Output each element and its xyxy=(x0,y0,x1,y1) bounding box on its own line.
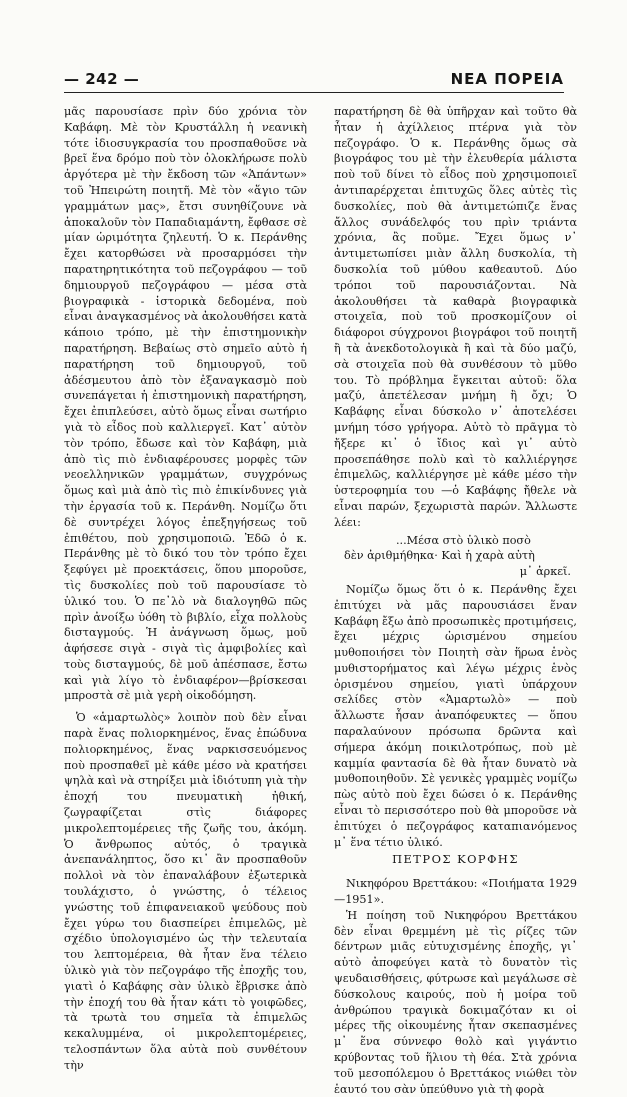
paragraph: παρατήρηση δὲ θὰ ὑπῆρχαν καὶ τοῦτο θὰ ἦταν ἡ ἀχίλλειος πτέρνα γιὰ τὸν πεζογράφο. Ὁ κ. Περάνθης ὅμως σὰ βιογράφος του μὲ τὴν ἐλευθερία μάλιστα ποὺ τοῦ δίνει τὸ εἶδος ποὺ χρησιμοποιεῖ ἀντιπαρέρχεται ἐπιτυχῶς ὅλες αὐτὲς τὶς δυσκολίες, ποὺ θὰ ἀντιμετώπιζε ἕνας ἄλλος συνάδελφός του πρὶν τριάντα χρόνια, ἂς ποῦμε. Ἔχει ὅμως ν᾽ ἀντιμετωπίσει μιὰν ἄλλη δυσκολία, τὴ δυσκολία τοῦ μύθου καθεαυτοῦ. Δύο τρόποι τοῦ παρουσιάζονται. Νὰ ἀκολουθήσει τὰ καθαρὰ βιογραφικὰ στοιχεῖα, ποὺ τοῦ προσκομίζουν οἱ διάφοροι σύγχρονοι βιογράφοι τοῦ ποιητῆ ἢ τὰ ἀνεκδοτολογικὰ ἢ καὶ τὰ δύο μαζύ, σὰ στοιχεῖα ποὺ θὰ συνθέσουν τὸ μῦθο του. Τὸ πρόβλημα ἔγκειται αὐτοῦ: ὅλα μαζύ, ἀπετέλεσαν μνήμη ἢ ὄχι; Ὁ Καβάφης εἶναι δύσκολο ν᾽ ἀποτελέσει μνήμη τόσο γρήγορα. Αὐτὸ τὸ πρᾶγμα τὸ ἤξερε κι᾽ ὁ ἴδιος καὶ γι᾽ αὐτὸ προσεπάθησε πολὺ καὶ τὸ καλλιέργησε ἐπιμελῶς, καλλιέργησε μὲ κάθε μέσο τὴν ὑστεροφημία του —ὁ Καβάφης ἤθελε νὰ εἶναι παρών, ξεχωριστὰ παρών. Ἄλλωστε λέει: xyxy=(334,105,577,529)
paragraph: μᾶς παρουσίασε πρὶν δύο χρόνια τὸν Καβάφη. Μὲ τὸν Κρυστάλλη ἡ νεανικὴ τότε ἰδιοσυγκρασία του προσπαθοῦσε νὰ βρεῖ ἕνα δρόμο ποὺ τὸν ὁλοκλήρωσε πολὺ ἀργότερα μὲ τὴν ἔκδοση τῶν «Ἁπάντων» τοῦ Ἠπειρώτη ποιητῆ. Μὲ τὸν «ἅγιο τῶν γραμμάτων μας», ἔτσι συνηθίζουνε νὰ ἀποκαλοῦν τὸν Παπαδιαμάντη, ἔφθασε σὲ μίαν ὡριμότητα ζηλευτή. Ὁ κ. Περάνθης ἔχει κατορθώσει νὰ προσαρμόσει τὴν παρατηρητικότητα τοῦ πεζογράφου — τοῦ δημιουργοῦ πεζογράφου — μέσα στὰ βιογραφικὰ - ἱστορικὰ δεδομένα, ποὺ εἶναι ἀναγκασμένος νὰ ἀκολουθήσει κατὰ κάποιο τρόπο, μὲ τὴν ἐπιστημονικὴν παρατήρηση. Βεβαίως στὸ σημεῖο αὐτὸ ἡ παρατήρηση τοῦ δημιουργοῦ, τοῦ ἀδέσμευτου ἀπὸ τὸν ἐξαναγκασμὸ ποὺ συνεπάγεται ἡ ἐπιστημονικὴ παρατήρηση, ἔχει ἐπιπλεύσει, αὐτὸ ὅμως εἶναι σωτήριο γιὰ τὸ εἶδος ποὺ καλλιεργεῖ. Κατ᾽ αὐτὸν τὸν τρόπο, ἔδωσε καὶ τὸν Καβάφη, μιὰ ἀπὸ τὶς πιὸ ἐνδιαφέρουσες μορφὲς τῶν νεοελληνικῶν γραμμάτων, συγχρόνως ὅμως καὶ μιὰ ἀπὸ τὶς πιὸ ἐπικίνδυνες γιὰ τὴν ἐργασία τοῦ κ. Περάνθη. Νομίζω ὅτι δὲ συντρέχει λόγος ἐπεξηγήσεως τοῦ ἐπιθέτου, ποὺ χρησιμοποιῶ. Ἐδῶ ὁ κ. Περάνθης μὲ τὸ δικό του τὸν τρόπο ἔχει ξεφύγει μὲ προεκτάσεις, ὅπου μποροῦσε, τὶς δυσκολίες ποὺ τοῦ παρουσίασε τὸ ὑλικό του. Ὁ πε᾽λὸ νὰ διαλογηθῶ πῶς πρὶν ἀνοίξω ὑόθη τὸ βιβλίο, εἶχα πολλοὺς δισταγμούς. Ἡ ἀνάγνωση ὅμως, μοῦ ἀφήσεσε σιγὰ - σιγὰ τὶς ἀμφιβολίες καὶ τοὺς δισταγμούς, δὲ μοῦ ἀπέσπασε, ἔστω καὶ γιὰ λίγο τὸ ἐνδιαφέρον—βρίσκεσαι μπροστὰ σὲ μιὰ γερὴ οἰκοδόμηση. xyxy=(64,105,307,703)
verse-line: μ᾽ ἀρκεῖ. xyxy=(519,565,571,579)
verse-line: δὲν ἀριθμήθηκα· Καὶ ἡ χαρὰ αὐτὴ xyxy=(344,549,535,563)
journal-title: ΝΕΑ ΠΟΡΕΙΑ xyxy=(450,70,564,88)
page-number: — 242 — xyxy=(64,70,140,88)
left-column xyxy=(64,104,307,1072)
running-header xyxy=(64,70,564,92)
right-column xyxy=(334,104,577,1096)
paragraph: Νομίζω ὅμως ὅτι ὁ κ. Περάνθης ἔχει ἐπιτύχει νὰ μᾶς παρουσιάσει ἕναν Καβάφη ἔξω ἀπὸ προσωπικὲς προτιμήσεις, ἔχει μέχρις ὡρισμένου σημείου μυθοποιήσει τὸν Ποιητὴ σὰν ἥρωα ἑνὸς μυθιστορήματος καὶ λέγω μέχρις ἑνὸς ὁρισμένου σημείου, γιατὶ ὑπάρχουν σελίδες στὸν «Ἁμαρτωλὸ» — ποὺ ἄλλωστε ἦσαν ἀναπόφευκτες — ὅπου παραλαύνουν πρόσωπα δρῶντα καὶ σήμερα ἀκόμη ποικιλοτρόπως, ποὺ μὲ καμμία φαντασία δὲ θὰ ἦταν δυνατὸ νὰ μυθοποιηθοῦν. Σὲ γενικὲς γραμμὲς νομίζω πὼς αὐτὸ ποὺ ἔχει δώσει ὁ κ. Περάνθης εἶναι τὸ περισσότερο ποὺ θὰ μποροῦσε νὰ ἐπιτύχει ὁ πεζογράφος καταπιανόμενος μ᾽ ἕνα τέτιο ὑλικό. xyxy=(334,582,577,849)
author-signature: ΠΕΤΡΟΣ ΚΟΡΦΗΣ xyxy=(392,852,519,867)
header-rule xyxy=(64,92,564,93)
paragraph: Ὁ «ἁμαρτωλὸς» λοιπὸν ποὺ δὲν εἶναι παρὰ ἕνας πολιορκημένος, ἕνας ἐπώδυνα πολιορκημένος, ἕνας ναρκισσευόμενος ποὺ προσπαθεῖ μὲ κάθε μέσο νὰ κρατήσει ψηλὰ καὶ νὰ στηρίξει μιὰ ἰδιότυπη γιὰ τὴν ἐποχή του πνευματικὴ ἠθική, ζωγραφίζεται στὶς διάφορες μικρολεπτομέρειες τῆς ζωῆς του, ἀκόμη. Ὁ ἄνθρωπος αὐτός, ὁ τραγικὰ ἀνεπανάληπτος, ὅσο κι᾽ ἂν προσπαθοῦν πολλοὶ νὰ τὸν ἐπαναλάβουν ἐξωτερικὰ τουλάχιστο, ὁ γνώστης, ὁ τέλειος γνώστης τοῦ ἐπιφανειακοῦ ψεύδους ποὺ ἔχει γύρω του διασπείρει ἐπιμελῶς, μὲ σχέδιο ὑπολογισμένο ὡς τὴν τελευταία του λεπτομέρεια, θὰ ἦταν ἕνα τέλειο ὑλικὸ γιὰ τὸν πεζογράφο τῆς ἐποχῆς του, γιατὶ ὁ Καβάφης σὰν ὑλικὸ ἔβρισκε ἀπὸ τὴν ἐποχή του θὰ ἦταν κάτι τὸ γοιφῶδες, τὰ τρωτὰ του σημεῖα τὰ ἐπιμελῶς κεκαλυμμένα, οἱ μικρολεπτομέρειες, τελοσπάντων ὅλα αὐτὰ ποὺ συνθέτουν τὴν xyxy=(64,711,307,1072)
paragraph: Ἡ ποίηση τοῦ Νικηφόρου Βρεττάκου δὲν εἶναι θρεμμένη μὲ τὶς ρίζες τῶν δέντρων μιᾶς εὐτυχισμένης ἐποχῆς, γι᾽ αὐτὸ ἀποφεύγει κατὰ τὸ δυνατὸν τὶς ψευδαισθήσεις, φύτρωσε καὶ μεγάλωσε σὲ δύσκολους καιρούς, ποὺ ἡ μοίρα τοῦ ἀνθρώπου τραγικὰ δοκιμαζόταν κι οἱ μέρες τῆς οἰκουμένης ἦταν σκεπασμένες μ᾽ ἕνα σύννεφο θολὸ καὶ γιγάντιο κρύβοντας τοῦ ἥλιου τὴ θέα. Στὰ χρόνια τοῦ μεσοπόλεμου ὁ Βρεττάκος νιώθει τὸν ἑαυτό του σὰν ὑπεύθυνο γιὰ τὴ φορὰ xyxy=(334,908,577,1096)
review-heading: Νικηφόρου Βρεττάκου: «Ποιήματα 1929—1951». xyxy=(334,877,577,907)
verse-line: ...Μέσα στὸ ὑλικὸ ποσὸ xyxy=(396,533,531,547)
poem-quote xyxy=(334,533,577,580)
